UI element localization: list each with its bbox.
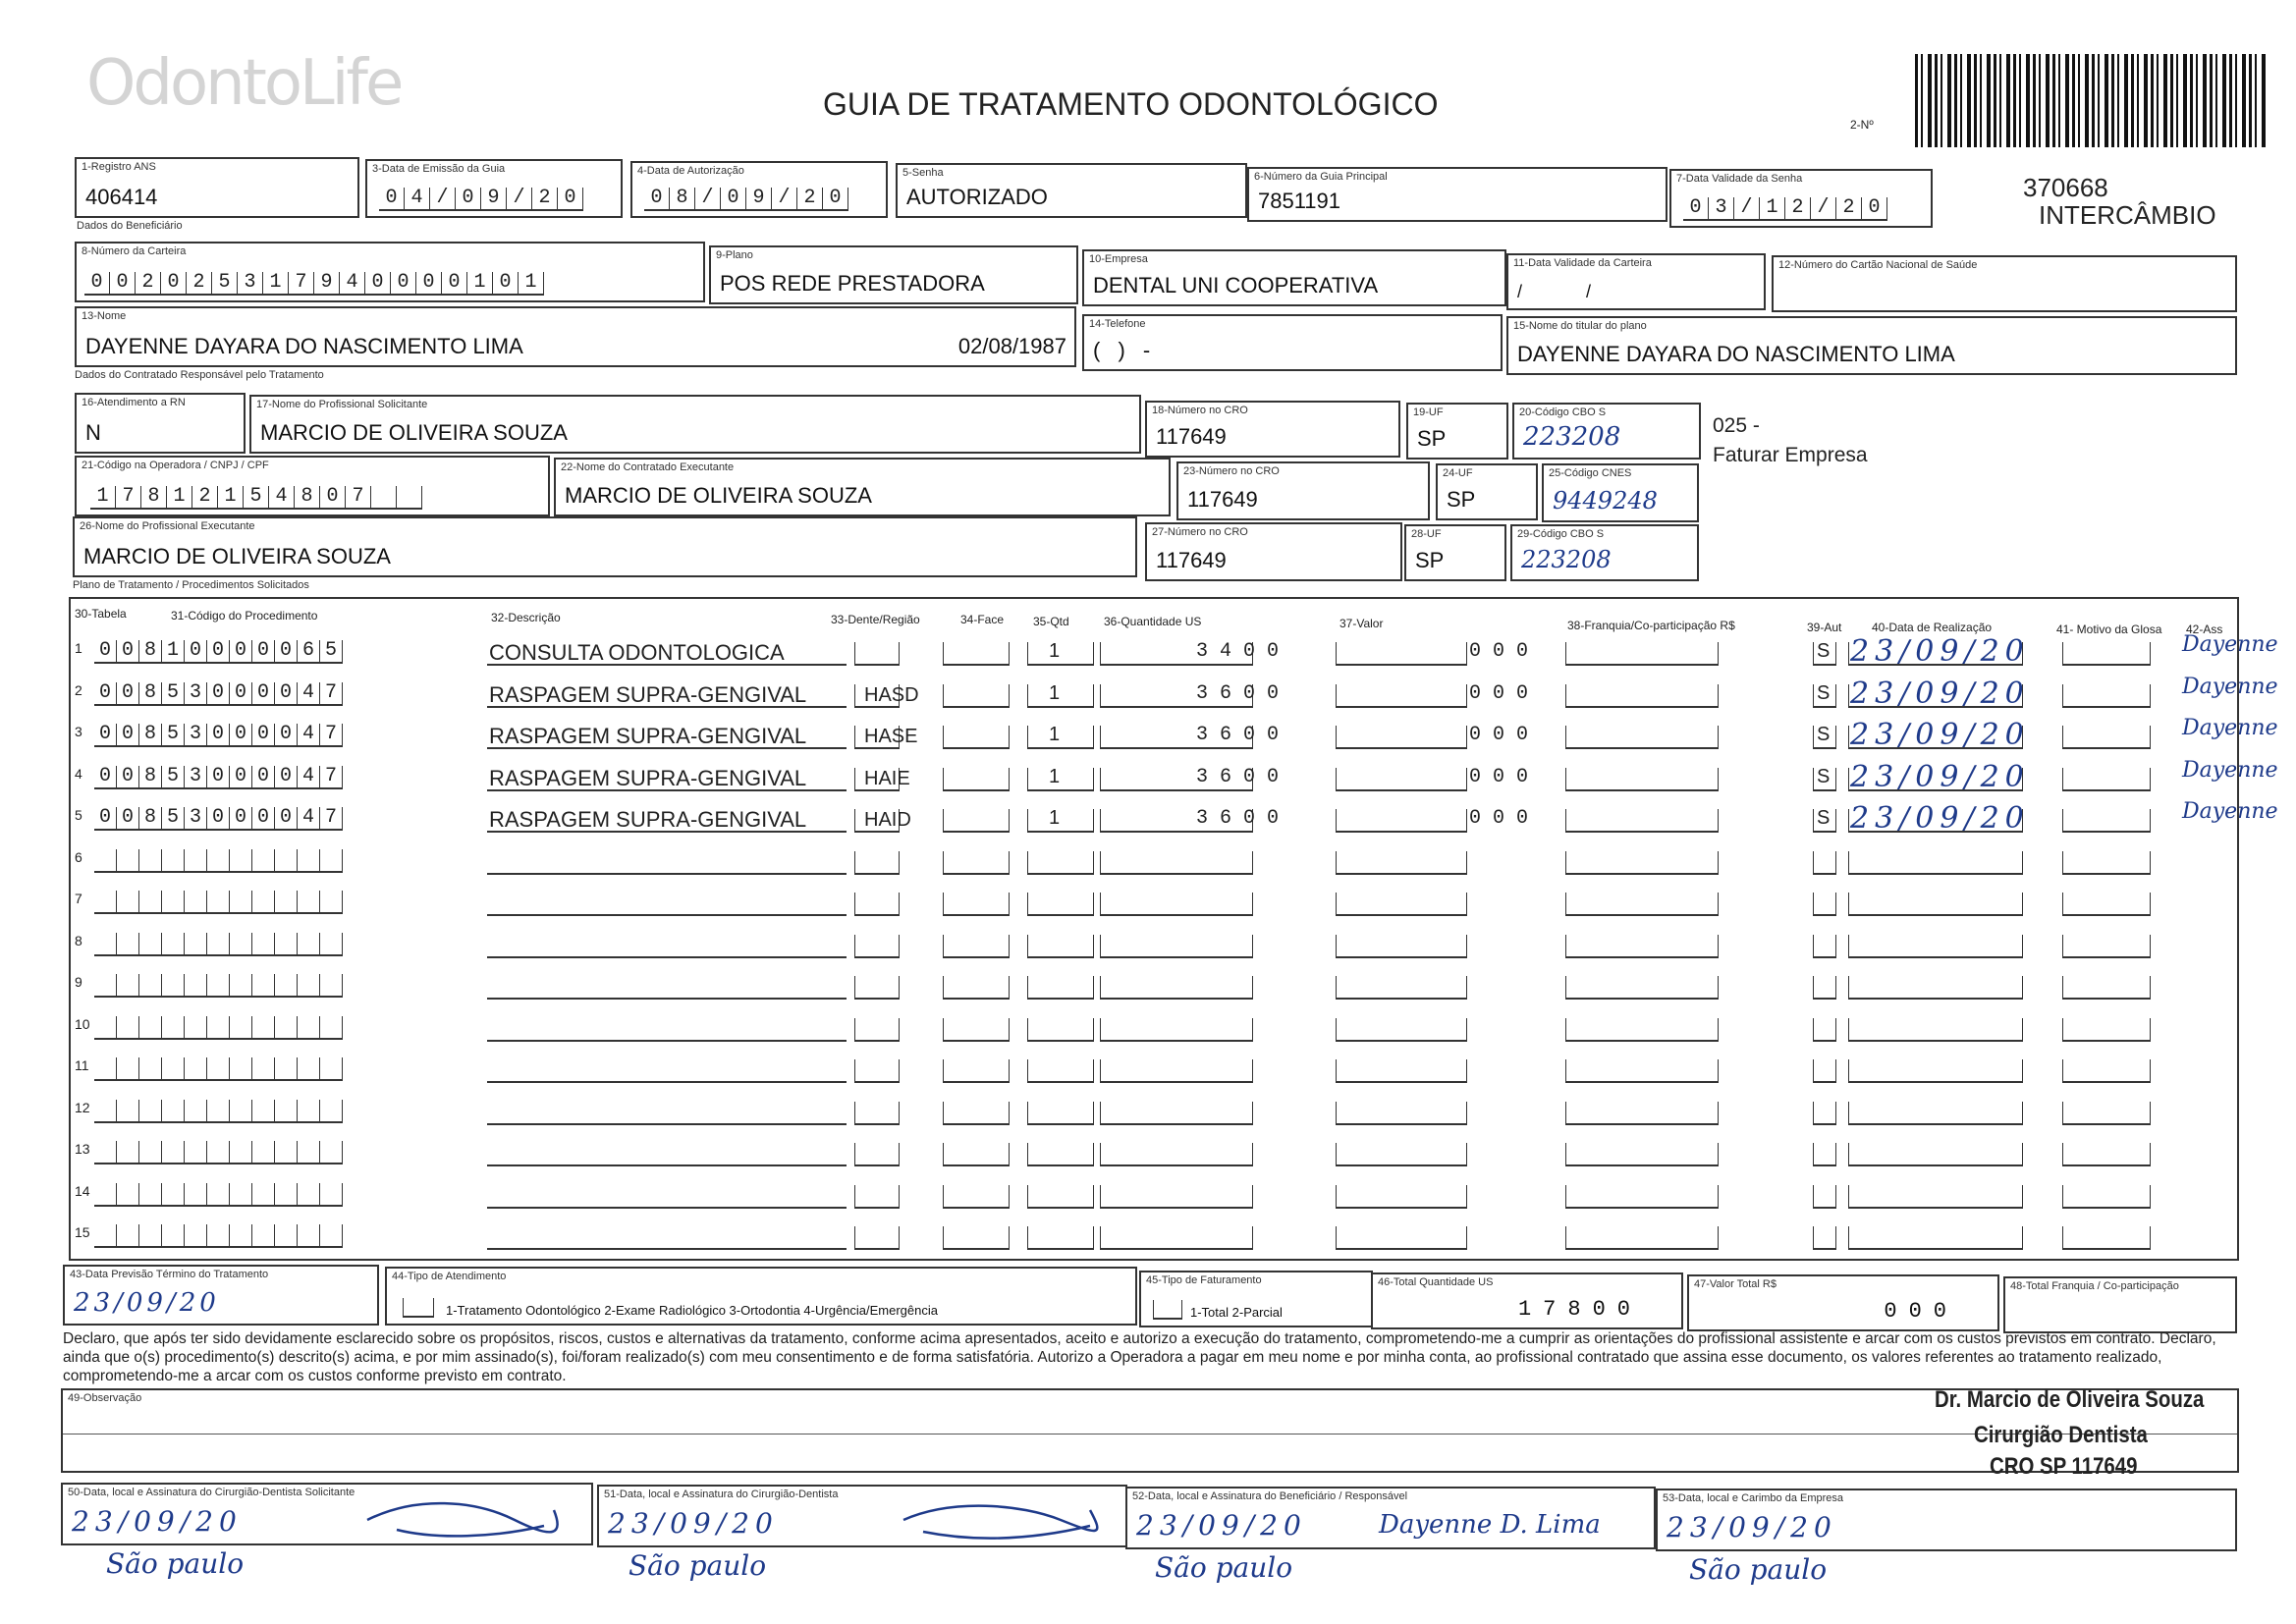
autorizado: S [1817, 640, 1831, 662]
field-uf-solicitante: 19-UF SP [1406, 403, 1508, 460]
us-input[interactable] [1100, 1143, 1253, 1166]
quantidade-us: 3400 [1196, 640, 1291, 663]
glosa-input[interactable] [2062, 768, 2151, 791]
desc-line [487, 1123, 847, 1125]
procedure-description: RASPAGEM SUPRA-GENGIVAL [489, 724, 807, 748]
stamp-title: Cirurgião Dentista [1974, 1422, 2148, 1448]
col-descricao: 32-Descrição [491, 611, 561, 624]
declaration-text: Declaro, que após ter sido devidamente esclarecido sobre os propósitos, riscos, custos e alternativas da tratamento, conforme acima apresentados, aceito e autorizo a execução do tratamento, comprometendo-me a cumprir as orientações do profissional assistente e arcar com os custos previstos em contrato. Declaro, ainda que o(s) procedimento(s) descrito(s) acima, e por mim assinado(s), foi/foram realizado(s) com meu consentimento e de forma satisfatória. Autorizo a Operadora a pagar em meu nome e por minha conta, ao profissional contratado que assina esse documento, os valores referentes ao tratamento realizado, comprometendo-me a arcar com os custos conforme previsto em contrato. [63, 1330, 2216, 1384]
us-input[interactable] [1100, 1102, 1253, 1125]
franquia-input[interactable] [1565, 1018, 1719, 1042]
data-input[interactable] [1848, 1018, 2023, 1042]
desc-line [487, 914, 847, 916]
dente-input[interactable] [854, 1059, 900, 1083]
procedure-description: RASPAGEM SUPRA-GENGIVAL [489, 681, 807, 707]
row-number: 2 [75, 681, 82, 698]
aut-input[interactable] [1813, 1226, 1836, 1250]
quantidade: 1 [1049, 765, 1061, 787]
data-input[interactable] [1848, 1143, 2023, 1166]
franquia-input[interactable] [1565, 976, 1719, 1000]
quantidade-us: 3600 [1196, 724, 1291, 746]
place-empresa: São paulo [1689, 1553, 1828, 1586]
side-code: 025 - [1713, 414, 1760, 437]
face-input[interactable] [943, 1018, 1010, 1042]
aut-input[interactable] [1813, 1185, 1836, 1209]
face-input[interactable] [943, 976, 1010, 1000]
face-input[interactable] [943, 1102, 1010, 1125]
field-uf-profissional: 28-UF SP [1404, 524, 1506, 581]
row-signature: Dayenne [2182, 674, 2278, 699]
face-input[interactable] [943, 935, 1010, 958]
procedure-description: CONSULTA ODONTOLOGICA [489, 640, 785, 665]
col-valor: 37-Valor [1339, 617, 1384, 630]
row-number: 11 [75, 1057, 89, 1073]
franquia-input[interactable] [1565, 1226, 1719, 1250]
face-input[interactable] [943, 851, 1010, 875]
field-assinatura-solicitante[interactable]: 50-Data, local e Assinatura do Cirurgião-Dentista Solicitante 23/09/20 [61, 1483, 593, 1545]
row-number: 9 [75, 974, 82, 990]
face-input[interactable] [943, 1226, 1010, 1250]
dente-input[interactable] [854, 1018, 900, 1042]
data-input[interactable] [1848, 1102, 2023, 1125]
glosa-input[interactable] [2062, 809, 2151, 833]
col-aut: 39-Aut [1807, 621, 1842, 634]
face-input[interactable] [943, 768, 1010, 791]
section-contratado: Dados do Contratado Responsável pelo Tratamento [75, 369, 324, 381]
row-number: 5 [75, 807, 82, 823]
field-cartao-nacional-saude: 12-Número do Cartão Nacional de Saúde [1772, 255, 2237, 312]
valor: 000 [1469, 807, 1541, 830]
qtd-input[interactable] [1027, 765, 1094, 791]
dente-input[interactable] [854, 642, 900, 666]
qtd-input[interactable] [1027, 893, 1094, 916]
row-number: 12 [75, 1099, 90, 1115]
franquia-input[interactable] [1565, 893, 1719, 916]
procedure-code-cells[interactable] [94, 1141, 343, 1164]
data-input[interactable] [1848, 976, 2023, 1000]
field-data-autorizacao: 4-Data de Autorização 0 8 / 0 9 / 2 0 [630, 161, 888, 218]
field-cnes: 25-Código CNES 9449248 [1542, 463, 1699, 522]
dente-input[interactable] [854, 851, 900, 875]
qtd-input[interactable] [1027, 809, 1094, 833]
row-number: 15 [75, 1224, 90, 1240]
qtd-input[interactable] [1027, 1059, 1094, 1083]
glosa-input[interactable] [2062, 1226, 2151, 1250]
data-input[interactable] [1848, 1226, 2023, 1250]
glosa-input[interactable] [2062, 1059, 2151, 1083]
procedure-code-cells[interactable] [94, 891, 343, 914]
aut-input[interactable] [1813, 851, 1836, 875]
barcode [1915, 54, 2269, 147]
field-registro-ans: 1-Registro ANS 406414 [75, 157, 359, 218]
desc-line [487, 1207, 847, 1209]
desc-line [487, 1164, 847, 1166]
dente-regiao: HASE [864, 726, 918, 747]
franquia-input[interactable] [1565, 1143, 1719, 1166]
guide-code: 370668 [2023, 173, 2108, 202]
section-plano-tratamento: Plano de Tratamento / Procedimentos Solicitados [73, 579, 309, 591]
us-input[interactable] [1100, 935, 1253, 958]
face-input[interactable] [943, 1059, 1010, 1083]
tipo-faturamento-input[interactable] [1153, 1300, 1182, 1320]
field-plano: 9-Plano POS REDE PRESTADORA [709, 245, 1078, 304]
franquia-input[interactable] [1565, 1059, 1719, 1083]
procedure-description: RASPAGEM SUPRA-GENGIVAL [489, 765, 807, 790]
field-atendimento-rn: 16-Atendimento a RN N [75, 393, 246, 454]
data-input[interactable] [1848, 893, 2023, 916]
quantidade: 1 [1049, 681, 1061, 704]
field-cro-profissional: 27-Número no CRO 117649 [1145, 522, 1402, 581]
col-quantidade-us: 36-Quantidade US [1104, 615, 1202, 628]
us-input[interactable] [1100, 1018, 1253, 1042]
franquia-input[interactable] [1565, 1185, 1719, 1209]
franquia-input[interactable] [1565, 726, 1719, 749]
autorizado: S [1817, 765, 1831, 787]
side-faturar-empresa: Faturar Empresa [1713, 444, 1868, 466]
valor-input[interactable] [1336, 1143, 1467, 1166]
page-title: GUIA DE TRATAMENTO ODONTOLÓGICO [823, 86, 1439, 122]
field-valor-total: 47-Valor Total R$ 000 [1687, 1274, 1999, 1331]
field-assinatura-beneficiario[interactable]: 52-Data, local e Assinatura do Beneficiário / Responsável 23/09/20 Dayenne D. Lima [1125, 1487, 1656, 1549]
section-beneficiario: Dados do Beneficiário [77, 220, 183, 232]
desc-line [487, 873, 847, 875]
face-input[interactable] [943, 684, 1010, 708]
field-uf-executante: 24-UF SP [1436, 463, 1538, 520]
valor: 000 [1469, 765, 1541, 788]
aut-input[interactable] [1813, 1143, 1836, 1166]
col-codigo: 31-Código do Procedimento [171, 609, 318, 623]
quantidade-us: 3600 [1196, 681, 1291, 705]
field-profissional-solicitante: 17-Nome do Profissional Solicitante MARCIO DE OLIVEIRA SOUZA [249, 395, 1141, 454]
row-number: 10 [75, 1015, 90, 1032]
field-cbo-solicitante: 20-Código CBO S 223208 [1512, 403, 1701, 460]
autorizado: S [1817, 681, 1831, 704]
aut-input[interactable] [1813, 1059, 1836, 1083]
procedure-code-cells[interactable] [94, 1183, 343, 1207]
guide-number-label: 2-Nº [1850, 118, 1874, 132]
procedure-description: RASPAGEM SUPRA-GENGIVAL [489, 807, 807, 832]
field-numero-guia-principal: 6-Número da Guia Principal 7851191 [1247, 167, 1667, 222]
row-number: 1 [75, 640, 82, 656]
data-realizacao: 23/09/20 [1850, 759, 2030, 794]
col-qtd: 35-Qtd [1033, 615, 1069, 628]
franquia-input[interactable] [1565, 642, 1719, 666]
field-tipo-atendimento: 44-Tipo de Atendimento 1-Tratamento Odontológico 2-Exame Radiológico 3-Ortodontia 4-Urgência/Emergência [385, 1267, 1137, 1326]
row-signature: Dayenne [2182, 716, 2278, 740]
desc-line [487, 1040, 847, 1042]
field-profissional-executante: 26-Nome do Profissional Executante MARCIO DE OLIVEIRA SOUZA [73, 516, 1137, 577]
procedure-code-cells[interactable]: 0 0 8 5 3 0 0 0 0 4 7 [94, 682, 343, 706]
valor: 000 [1469, 640, 1541, 663]
field-data-emissao: 3-Data de Emissão da Guia 0 4 / 0 9 / 2 0 [365, 159, 623, 218]
valor-input[interactable] [1336, 1018, 1467, 1042]
qtd-input[interactable] [1027, 976, 1094, 1000]
quantidade: 1 [1049, 724, 1061, 745]
field-observacao[interactable]: 49-Observação [61, 1388, 2239, 1473]
qtd-input[interactable] [1027, 935, 1094, 958]
field-tipo-faturamento: 45-Tipo de Faturamento 1-Total 2-Parcial [1139, 1271, 1373, 1327]
field-assinatura-cirurgiao[interactable]: 51-Data, local e Assinatura do Cirurgião-Dentista 23/09/20 [597, 1485, 1127, 1547]
valor-input[interactable] [1336, 768, 1467, 791]
stamp-name: Dr. Marcio de Oliveira Souza [1935, 1386, 2205, 1413]
row-number: 7 [75, 891, 82, 906]
stamp-cro: CRO SP 117649 [1990, 1453, 2138, 1480]
data-input[interactable] [1848, 935, 2023, 958]
procedure-code-cells[interactable] [94, 1224, 343, 1248]
face-input[interactable] [943, 726, 1010, 749]
field-cbo-profissional: 29-Código CBO S 223208 [1510, 524, 1699, 581]
valor-input[interactable] [1336, 1226, 1467, 1250]
valor-input[interactable] [1336, 935, 1467, 958]
col-face: 34-Face [960, 613, 1005, 626]
franquia-input[interactable] [1565, 684, 1719, 708]
us-input[interactable] [1100, 893, 1253, 916]
dente-input[interactable] [854, 976, 900, 1000]
qtd-input[interactable] [1027, 681, 1094, 708]
field-cro-executante: 23-Número no CRO 117649 [1176, 461, 1430, 520]
procedure-code-cells[interactable] [94, 933, 343, 956]
glosa-input[interactable] [2062, 1018, 2151, 1042]
quantidade: 1 [1049, 640, 1061, 662]
procedure-code-cells[interactable] [94, 1100, 343, 1123]
dente-input[interactable] [854, 1102, 900, 1125]
us-input[interactable] [1100, 1226, 1253, 1250]
aut-input[interactable] [1813, 976, 1836, 1000]
face-input[interactable] [943, 1143, 1010, 1166]
field-contratado-executante: 22-Nome do Contratado Executante MARCIO DE OLIVEIRA SOUZA [554, 458, 1171, 516]
field-telefone: 14-Telefone ( ) - [1082, 314, 1503, 371]
desc-line [487, 998, 847, 1000]
quantidade: 1 [1049, 807, 1061, 829]
aut-input[interactable] [1813, 893, 1836, 916]
valor: 000 [1469, 724, 1541, 746]
valor-input[interactable] [1336, 684, 1467, 708]
row-number: 8 [75, 932, 82, 948]
valor-input[interactable] [1336, 726, 1467, 749]
data-input[interactable] [1848, 1185, 2023, 1209]
valor-input[interactable] [1336, 851, 1467, 875]
desc-line [487, 1081, 847, 1083]
dente-input[interactable] [854, 1226, 900, 1250]
dente-input[interactable] [854, 1185, 900, 1209]
signature-cirurgiao [894, 1492, 1110, 1547]
aut-input[interactable] [1813, 1018, 1836, 1042]
tipo-atendimento-input[interactable] [403, 1298, 434, 1318]
data-realizacao: 23/09/20 [1850, 718, 2030, 752]
glosa-input[interactable] [2062, 1143, 2151, 1166]
field-cro-solicitante: 18-Número no CRO 117649 [1145, 401, 1400, 458]
field-empresa: 10-Empresa DENTAL UNI COOPERATIVA [1082, 249, 1506, 306]
col-motivo-glosa: 41- Motivo da Glosa [2056, 623, 2162, 636]
col-franquia: 38-Franquia/Co-participação R$ [1567, 619, 1735, 632]
col-assinatura: 42-Ass [2186, 623, 2223, 636]
autorizado: S [1817, 724, 1831, 745]
valor-input[interactable] [1336, 1102, 1467, 1125]
glosa-input[interactable] [2062, 935, 2151, 958]
procedure-code-cells[interactable] [94, 974, 343, 998]
dente-input[interactable] [854, 893, 900, 916]
valor-input[interactable] [1336, 1185, 1467, 1209]
col-dente-regiao: 33-Dente/Região [831, 613, 920, 626]
quantidade-us: 3600 [1196, 765, 1291, 788]
valor-input[interactable] [1336, 893, 1467, 916]
data-nascimento: 02/08/1987 [957, 334, 1066, 358]
field-validade-carteira: 11-Data Validade da Carteira / / [1506, 253, 1766, 310]
procedure-code-cells[interactable] [94, 1057, 343, 1081]
franquia-input[interactable] [1565, 935, 1719, 958]
field-nome: 13-Nome DAYENNE DAYARA DO NASCIMENTO LIMA 02/08/1987 [75, 306, 1076, 367]
row-number: 4 [75, 765, 82, 782]
dente-input[interactable] [854, 1143, 900, 1166]
glosa-input[interactable] [2062, 976, 2151, 1000]
qtd-input[interactable] [1027, 726, 1094, 749]
place-beneficiario: São paulo [1155, 1551, 1293, 1584]
face-input[interactable] [943, 893, 1010, 916]
field-carimbo-empresa[interactable]: 53-Data, local e Carimbo da Empresa 23/09/20 [1656, 1489, 2237, 1551]
data-realizacao: 23/09/20 [1850, 676, 2030, 711]
field-senha: 5-Senha AUTORIZADO [896, 163, 1247, 218]
field-total-franquia: 48-Total Franquia / Co-participação [2003, 1276, 2237, 1333]
glosa-input[interactable] [2062, 1185, 2151, 1209]
qtd-input[interactable] [1027, 1185, 1094, 1209]
procedure-code-cells[interactable]: 0 0 8 5 3 0 0 0 0 4 7 [94, 766, 343, 789]
signature-beneficiario: Dayenne D. Lima [1379, 1510, 1601, 1540]
qtd-input[interactable] [1027, 642, 1094, 666]
face-input[interactable] [943, 642, 1010, 666]
us-input[interactable] [1100, 1059, 1253, 1083]
franquia-input[interactable] [1565, 809, 1719, 833]
procedure-code-cells[interactable]: 0 0 8 5 3 0 0 0 0 4 7 [94, 807, 343, 831]
desc-line [487, 1248, 847, 1250]
us-input[interactable] [1100, 976, 1253, 1000]
us-input[interactable] [1100, 1185, 1253, 1209]
glosa-input[interactable] [2062, 851, 2151, 875]
us-input[interactable] [1100, 851, 1253, 875]
field-numero-carteira: 8-Número da Carteira 0 0 2 0 2 5 3 1 7 9 4 0 0 0 0 1 0 1 [75, 242, 705, 302]
procedure-code-cells[interactable]: 0 0 8 5 3 0 0 0 0 4 7 [94, 724, 343, 747]
glosa-input[interactable] [2062, 1102, 2151, 1125]
face-input[interactable] [943, 1185, 1010, 1209]
qtd-input[interactable] [1027, 851, 1094, 875]
field-total-quantidade-us: 46-Total Quantidade US 17800 [1371, 1272, 1683, 1329]
glosa-input[interactable] [2062, 893, 2151, 916]
place-cirurgiao: São paulo [629, 1549, 767, 1582]
valor-input[interactable] [1336, 642, 1467, 666]
valor-input[interactable] [1336, 1059, 1467, 1083]
quantidade-us: 3600 [1196, 807, 1291, 830]
data-input[interactable] [1848, 1059, 2023, 1083]
franquia-input[interactable] [1565, 1102, 1719, 1125]
col-data-realizacao: 40-Data de Realização [1872, 621, 1993, 634]
row-number: 14 [75, 1182, 90, 1199]
qtd-input[interactable] [1027, 1102, 1094, 1125]
col-tabela: 30-Tabela [75, 607, 127, 621]
field-previsao-termino: 43-Data Previsão Término do Tratamento 23/09/20 [63, 1265, 379, 1326]
intercambio-label: INTERCÂMBIO [2039, 200, 2216, 230]
desc-line [487, 956, 847, 958]
franquia-input[interactable] [1565, 768, 1719, 791]
row-number: 6 [75, 848, 82, 865]
data-realizacao: 23/09/20 [1850, 801, 2030, 836]
field-codigo-operadora: 21-Código na Operadora / CNPJ / CPF 1 7 8 1 2 1 5 4 8 0 7 [75, 456, 550, 516]
qtd-input[interactable] [1027, 1018, 1094, 1042]
row-number: 3 [75, 724, 82, 739]
franquia-input[interactable] [1565, 851, 1719, 875]
procedure-code-cells[interactable]: 0 0 8 1 0 0 0 0 0 6 5 [94, 640, 343, 664]
aut-input[interactable] [1813, 1102, 1836, 1125]
dente-regiao: HAIE [864, 767, 910, 789]
qtd-input[interactable] [1027, 1226, 1094, 1250]
autorizado: S [1817, 807, 1831, 829]
row-signature: Dayenne [2182, 757, 2278, 783]
data-realizacao: 23/09/20 [1850, 634, 2030, 669]
field-validade-senha: 7-Data Validade da Senha 0 3 / 1 2 / 2 0 [1669, 169, 1933, 228]
qtd-input[interactable] [1027, 1143, 1094, 1166]
odontolife-logo: OdontoLife [86, 47, 402, 120]
valor-input[interactable] [1336, 809, 1467, 833]
row-signature: Dayenne [2182, 799, 2278, 824]
data-input[interactable] [1848, 851, 2023, 875]
aut-input[interactable] [1813, 935, 1836, 958]
field-nome-titular: 15-Nome do titular do plano DAYENNE DAYARA DO NASCIMENTO LIMA [1506, 316, 2237, 375]
face-input[interactable] [943, 809, 1010, 833]
valor-input[interactable] [1336, 976, 1467, 1000]
dente-input[interactable] [854, 935, 900, 958]
place-solicitante: São paulo [106, 1547, 245, 1580]
glosa-input[interactable] [2062, 684, 2151, 708]
procedure-code-cells[interactable] [94, 849, 343, 873]
glosa-input[interactable] [2062, 642, 2151, 666]
signature-solicitante [357, 1490, 574, 1545]
dente-regiao: HAID [864, 809, 911, 831]
procedure-code-cells[interactable] [94, 1016, 343, 1040]
row-signature: Dayenne [2182, 632, 2278, 657]
glosa-input[interactable] [2062, 726, 2151, 749]
row-number: 13 [75, 1141, 90, 1157]
dente-regiao: HASD [864, 683, 919, 706]
valor: 000 [1469, 681, 1541, 705]
